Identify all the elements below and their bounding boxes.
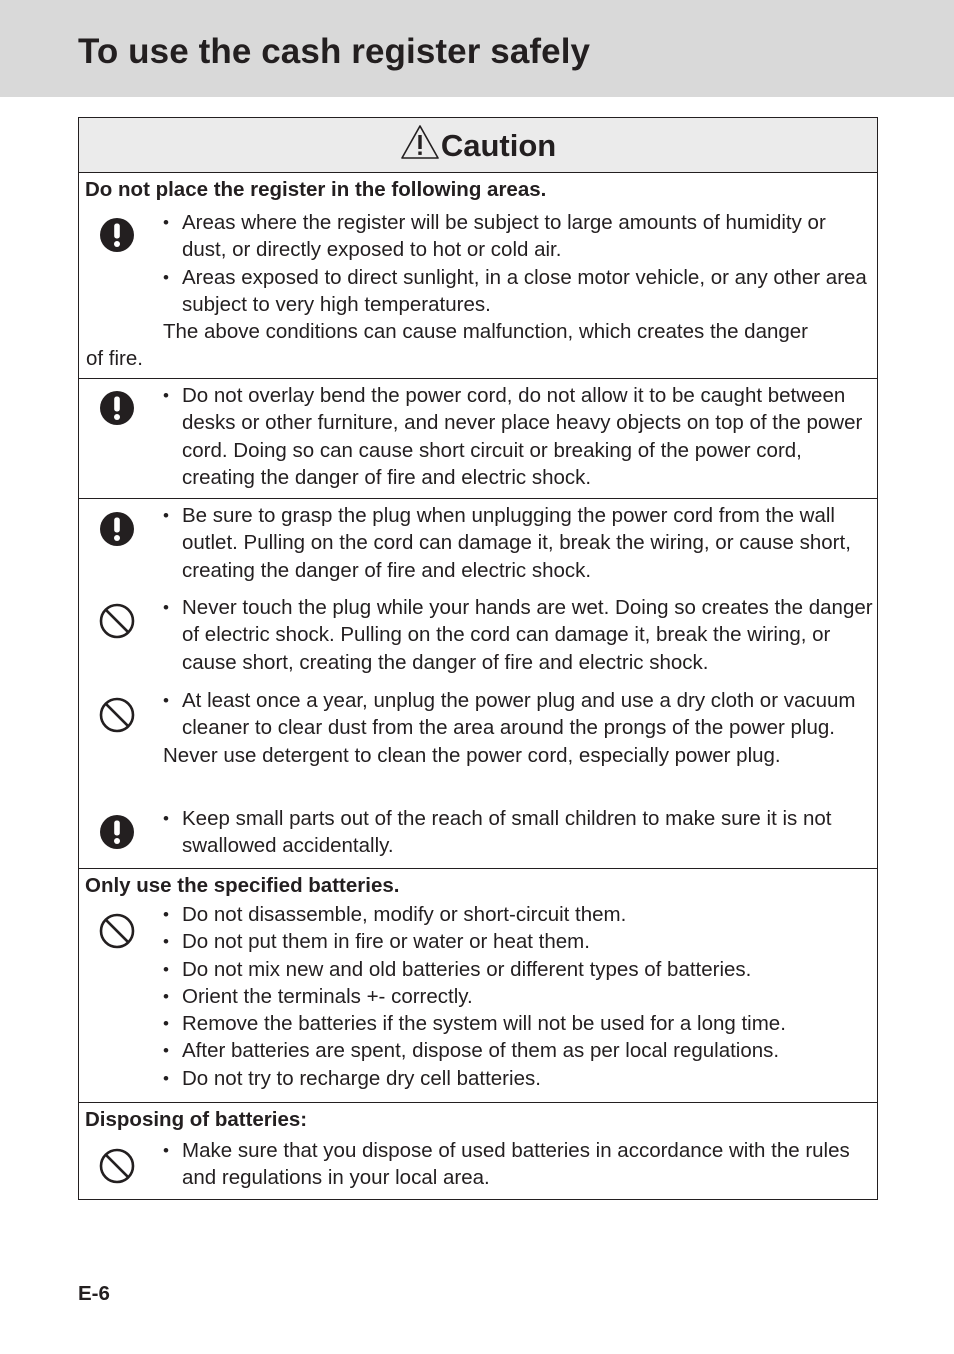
section-disposal <box>79 1103 877 1199</box>
note-text: of fire. <box>86 347 143 371</box>
bullet-text: • Do not mix new and old batteries or different types of batteries. <box>163 956 873 983</box>
note-text: Never use detergent to clean the power cord, especially power plug. <box>163 743 781 767</box>
bullet-text: • Be sure to grasp the plug when unplugging the power cord from the wall outlet. Pulling on the cord can damage it, break the wiring, or cause short, creating the danger of fire and electric shock. <box>163 502 873 584</box>
caution-box <box>78 117 878 1200</box>
prohibited-icon <box>99 603 135 639</box>
list-item <box>79 1134 877 1192</box>
prohibited-icon <box>99 697 135 733</box>
list-item <box>79 379 877 491</box>
bullet-text: • Make sure that you dispose of used batteries in accordance with the rules and regulations in your local area. <box>163 1137 873 1192</box>
section-heading: Disposing of batteries: <box>85 1108 308 1131</box>
bullet-text: • Orient the terminals +- correctly. <box>163 983 873 1010</box>
caution-header <box>79 118 877 173</box>
bullet-text: • Areas where the register will be subject to large amounts of humidity or dust, or directly exposed to hot or cold air. <box>163 209 873 264</box>
bullet-text: • Keep small parts out of the reach of small children to make sure it is not swallowed accidentally. <box>163 805 873 860</box>
prohibited-icon <box>99 913 135 949</box>
list-item <box>79 204 877 373</box>
bullet-text: • Do not try to recharge dry cell batteries. <box>163 1065 873 1092</box>
bullet-text: • Areas exposed to direct sunlight, in a close motor vehicle, or any other area subject to very high temperatures. <box>163 264 873 319</box>
section-heading: Only use the specified batteries. <box>85 874 400 897</box>
list-item <box>79 591 877 684</box>
list-item <box>79 900 877 1092</box>
note-text: The above conditions can cause malfunction, which creates the danger <box>163 320 808 344</box>
bullet-text: • After batteries are spent, dispose of them as per local regulations. <box>163 1037 873 1064</box>
caution-title: Caution <box>440 128 557 163</box>
bullet-text: • Do not disassemble, modify or short-circuit them. <box>163 901 873 928</box>
list-item <box>79 499 877 591</box>
bullet-text: • Do not put them in fire or water or heat them. <box>163 928 873 955</box>
section-power-plug <box>79 499 877 869</box>
section-placement <box>79 173 877 379</box>
list-item <box>79 684 877 803</box>
mandatory-action-icon <box>99 217 135 253</box>
page-number: E-6 <box>78 1282 110 1305</box>
bullet-text: • Never touch the plug while your hands are wet. Doing so creates the danger of electric shock. Pulling on the cord can damage it, break the wiring, or cause short, creating the danger of fire and electric shock. <box>163 594 873 676</box>
prohibited-icon <box>99 1148 135 1184</box>
mandatory-action-icon <box>99 814 135 850</box>
bullet-text: • Remove the batteries if the system will not be used for a long time. <box>163 1010 873 1037</box>
warning-triangle-icon <box>400 124 440 160</box>
mandatory-action-icon <box>99 390 135 426</box>
section-batteries <box>79 869 877 1103</box>
section-heading: Do not place the register in the following areas. <box>85 178 547 201</box>
mandatory-action-icon <box>99 511 135 547</box>
bullet-text: • At least once a year, unplug the power plug and use a dry cloth or vacuum cleaner to clear dust from the area around the prongs of the power plug. <box>163 687 873 742</box>
page-title: To use the cash register safely <box>78 32 591 71</box>
section-power-cord <box>79 379 877 499</box>
bullet-text: • Do not overlay bend the power cord, do not allow it to be caught between desks or other furniture, and never place heavy objects on top of the power cord. Doing so can cause short circuit or breaking of the power cord, creating the danger of fire and electric shock. <box>163 382 873 491</box>
list-item <box>79 803 877 867</box>
